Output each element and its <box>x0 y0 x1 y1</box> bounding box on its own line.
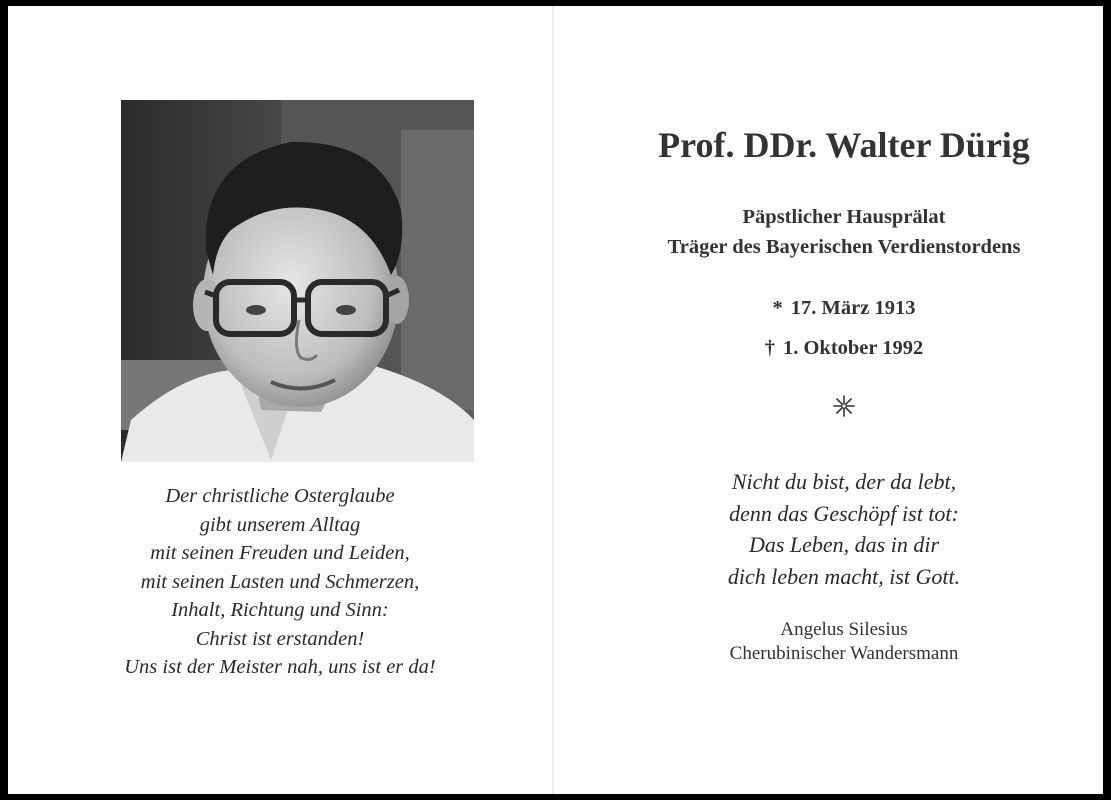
life-dates <box>554 288 1111 368</box>
portrait-photo <box>121 100 474 462</box>
quote-line: denn das Geschöpf ist tot: <box>729 500 959 526</box>
honorary-titles <box>554 202 1111 262</box>
quote-line: Christ ist erstanden! <box>195 627 365 650</box>
quote-line: mit seinen Freuden und Leiden, <box>150 542 410 564</box>
portrait-image <box>121 100 474 462</box>
birth-date-row <box>554 288 1111 328</box>
quote-line: gibt unserem Alltag <box>199 513 361 536</box>
death-date: 1. Oktober 1992 <box>782 337 924 359</box>
birth-star-icon: * <box>772 297 783 319</box>
quote-line: Das Leben, das in dir <box>748 532 940 557</box>
source-author: Angelus Silesius <box>780 619 908 640</box>
quote-line: mit seinen Lasten und Schmerzen, <box>140 570 420 593</box>
easter-quote <box>8 482 552 682</box>
silesius-quote <box>554 466 1111 592</box>
quote-line: Der christliche Osterglaube <box>165 485 395 507</box>
death-cross-icon: † <box>764 337 775 359</box>
source-work: Cherubinischer Wandersmann <box>729 643 959 664</box>
death-date-row <box>554 328 1111 368</box>
title-line: Träger des Bayerischen Verdienstordens <box>667 236 1021 258</box>
birth-date: 17. März 1913 <box>790 297 916 319</box>
right-panel <box>554 6 1103 794</box>
left-panel <box>8 6 552 794</box>
quote-line: Inhalt, Richtung und Sinn: <box>171 599 389 621</box>
quote-line: Nicht du bist, der da lebt, <box>731 469 957 494</box>
title-line: Päpstlicher Hausprälat <box>742 206 946 228</box>
quote-line: Uns ist der Meister nah, uns ist er da! <box>124 656 436 678</box>
memorial-card <box>8 6 1103 794</box>
star-ornament-icon <box>832 394 856 418</box>
deceased-name: Prof. DDr. Walter Dürig <box>658 125 1030 165</box>
quote-line: dich leben macht, ist Gott. <box>727 563 961 589</box>
quote-source <box>554 618 1111 666</box>
